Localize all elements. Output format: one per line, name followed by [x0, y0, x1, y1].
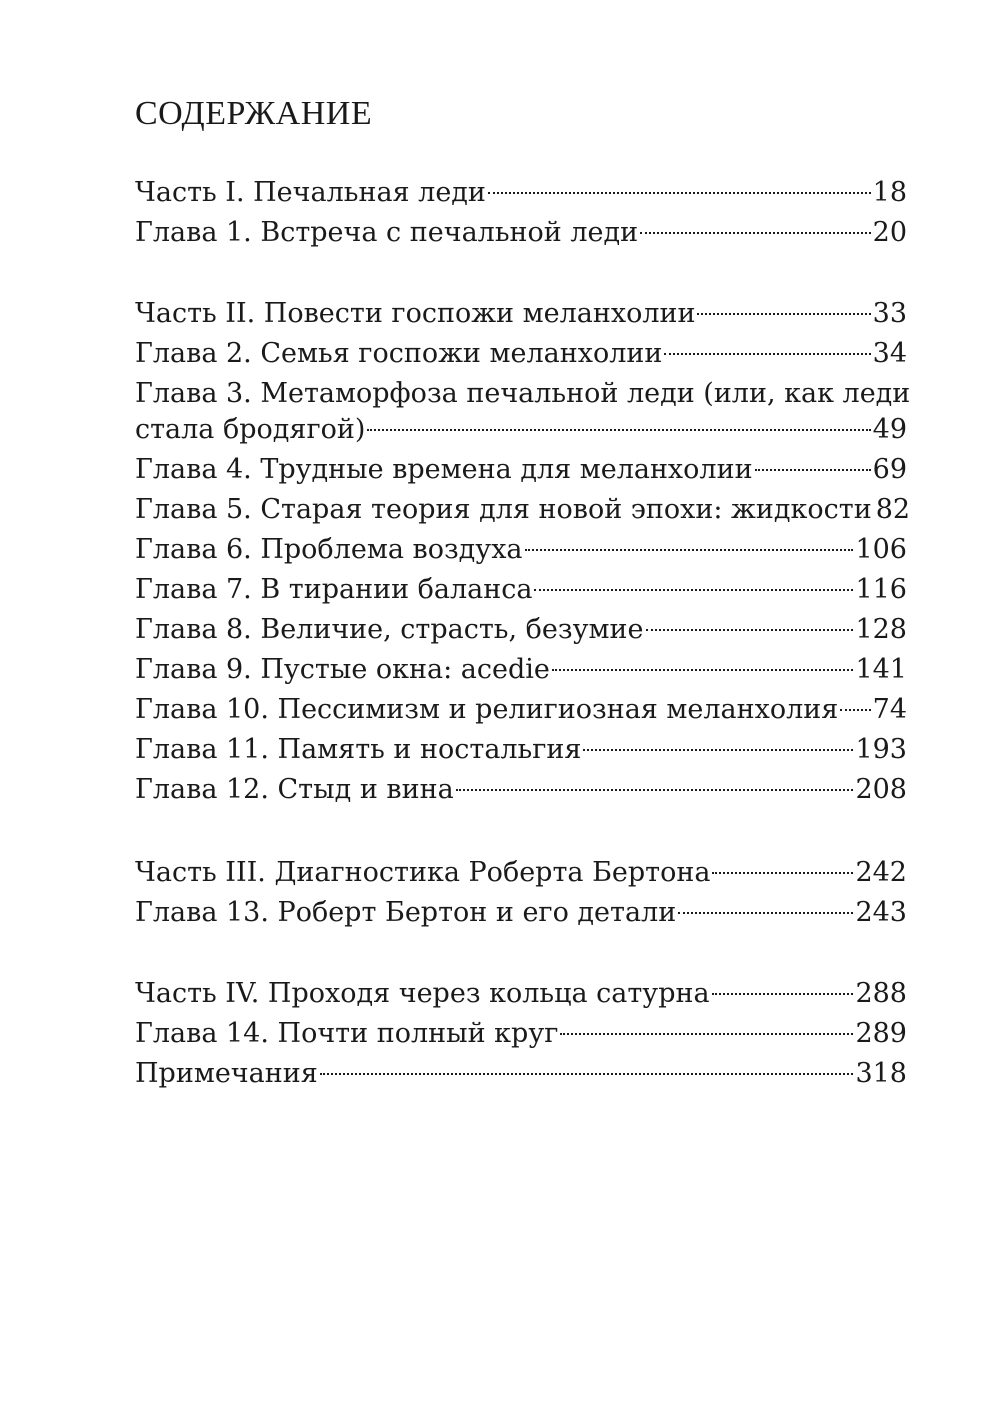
- dot-leader: [678, 912, 853, 914]
- toc-entry-label: Глава 13. Роберт Бертон и его детали: [135, 897, 677, 928]
- toc-entry-label: Глава 14. Почти полный круг: [135, 1018, 559, 1049]
- toc-entry[interactable]: [135, 570, 907, 610]
- toc-entry-label: Часть III. Диагностика Роберта Бертона: [135, 857, 711, 888]
- dot-leader: [712, 872, 853, 874]
- toc-entry-label: Глава 7. В тирании баланса: [135, 574, 533, 605]
- toc-entry-label: Глава 10. Пессимизм и религиозная меланхолия: [135, 694, 839, 725]
- toc-entry-page: 193: [855, 734, 907, 765]
- toc-entry-page: 208: [855, 774, 907, 805]
- dot-leader: [664, 353, 870, 355]
- toc-entry[interactable]: [135, 974, 907, 1014]
- toc-entry-label: стала бродягой): [135, 414, 366, 445]
- page-title: СОДЕРЖАНИЕ: [135, 95, 373, 132]
- toc-section-part-3: [135, 853, 907, 933]
- toc-entry-label: Глава 12. Стыд и вина: [135, 774, 454, 805]
- toc-section-part-4: [135, 974, 907, 1094]
- toc-entry[interactable]: [135, 893, 907, 933]
- toc-entry-label: Глава 2. Семья госпожи меланхолии: [135, 338, 663, 369]
- toc-section-part-2: [135, 294, 911, 810]
- toc-entry-page: 74: [872, 694, 907, 725]
- dot-leader: [367, 429, 870, 431]
- toc-entry-page: 128: [855, 614, 907, 645]
- dot-leader: [712, 993, 854, 995]
- toc-entry-label: Примечания: [135, 1058, 318, 1089]
- toc-entry[interactable]: [135, 490, 911, 530]
- toc-section-part-1: [135, 173, 907, 253]
- toc-entry-page: 82: [875, 494, 911, 525]
- toc-entry[interactable]: [135, 1054, 907, 1094]
- dot-leader: [534, 589, 853, 591]
- toc-entry-label: Глава 11. Память и ностальгия: [135, 734, 582, 765]
- toc-entry-label: Часть IV. Проходя через кольца сатурна: [135, 978, 710, 1009]
- toc-entry-label: Глава 1. Встреча с печальной леди: [135, 217, 639, 248]
- toc-entry-label: Глава 9. Пустые окна: acedie: [135, 654, 550, 685]
- toc-entry-label: Глава 5. Старая теория для новой эпохи: жидкости: [135, 494, 872, 525]
- toc-entry[interactable]: [135, 730, 907, 770]
- dot-leader: [552, 669, 854, 671]
- toc-entry-label: Глава 8. Величие, страсть, безумие: [135, 614, 644, 645]
- toc-entry-label-line1: Глава 3. Метаморфоза печальной леди (или, как леди: [135, 378, 911, 409]
- toc-entry-page: 141: [855, 654, 907, 685]
- toc-entry-page: 33: [872, 298, 907, 329]
- toc-entry-label: Часть I. Печальная леди: [135, 177, 486, 208]
- toc-entry-page: 20: [872, 217, 907, 248]
- dot-leader: [697, 313, 870, 315]
- dot-leader: [488, 192, 871, 194]
- toc-entry-first-line[interactable]: [135, 374, 911, 410]
- dot-leader: [640, 232, 871, 234]
- toc-entry[interactable]: [135, 294, 907, 334]
- toc-entry-page: 18: [872, 177, 907, 208]
- toc-entry-page: 318: [855, 1058, 907, 1089]
- dot-leader: [560, 1033, 853, 1035]
- toc-entry-page: 289: [855, 1018, 907, 1049]
- dot-leader: [646, 629, 854, 631]
- toc-entry-page: 69: [872, 454, 907, 485]
- toc-entry-page: 49: [872, 414, 907, 445]
- toc-entry[interactable]: [135, 853, 907, 893]
- dot-leader: [525, 549, 854, 551]
- toc-entry-page: 242: [855, 857, 907, 888]
- toc-entry-page: 288: [855, 978, 907, 1009]
- toc-entry-page: 116: [855, 574, 907, 605]
- toc-entry[interactable]: [135, 213, 907, 253]
- toc-entry-label: Глава 4. Трудные времена для меланхолии: [135, 454, 753, 485]
- toc-entry[interactable]: [135, 770, 907, 810]
- toc-entry-page: 34: [872, 338, 907, 369]
- toc-entry[interactable]: [135, 410, 907, 450]
- toc-entry[interactable]: [135, 650, 907, 690]
- toc-entry[interactable]: [135, 610, 907, 650]
- dot-leader: [320, 1073, 854, 1075]
- toc-entry[interactable]: [135, 690, 907, 730]
- dot-leader: [583, 749, 853, 751]
- toc-entry[interactable]: [135, 334, 907, 374]
- dot-leader: [456, 789, 854, 791]
- toc-entry-label: Часть II. Повести госпожи меланхолии: [135, 298, 696, 329]
- toc-entry[interactable]: [135, 173, 907, 213]
- dot-leader: [755, 469, 871, 471]
- toc-entry-label: Глава 6. Проблема воздуха: [135, 534, 523, 565]
- toc-entry-page: 106: [855, 534, 907, 565]
- toc-entry[interactable]: [135, 450, 907, 490]
- toc-entry-page: 243: [855, 897, 907, 928]
- toc-entry[interactable]: [135, 530, 907, 570]
- toc-entry[interactable]: [135, 1014, 907, 1054]
- dot-leader: [840, 709, 870, 711]
